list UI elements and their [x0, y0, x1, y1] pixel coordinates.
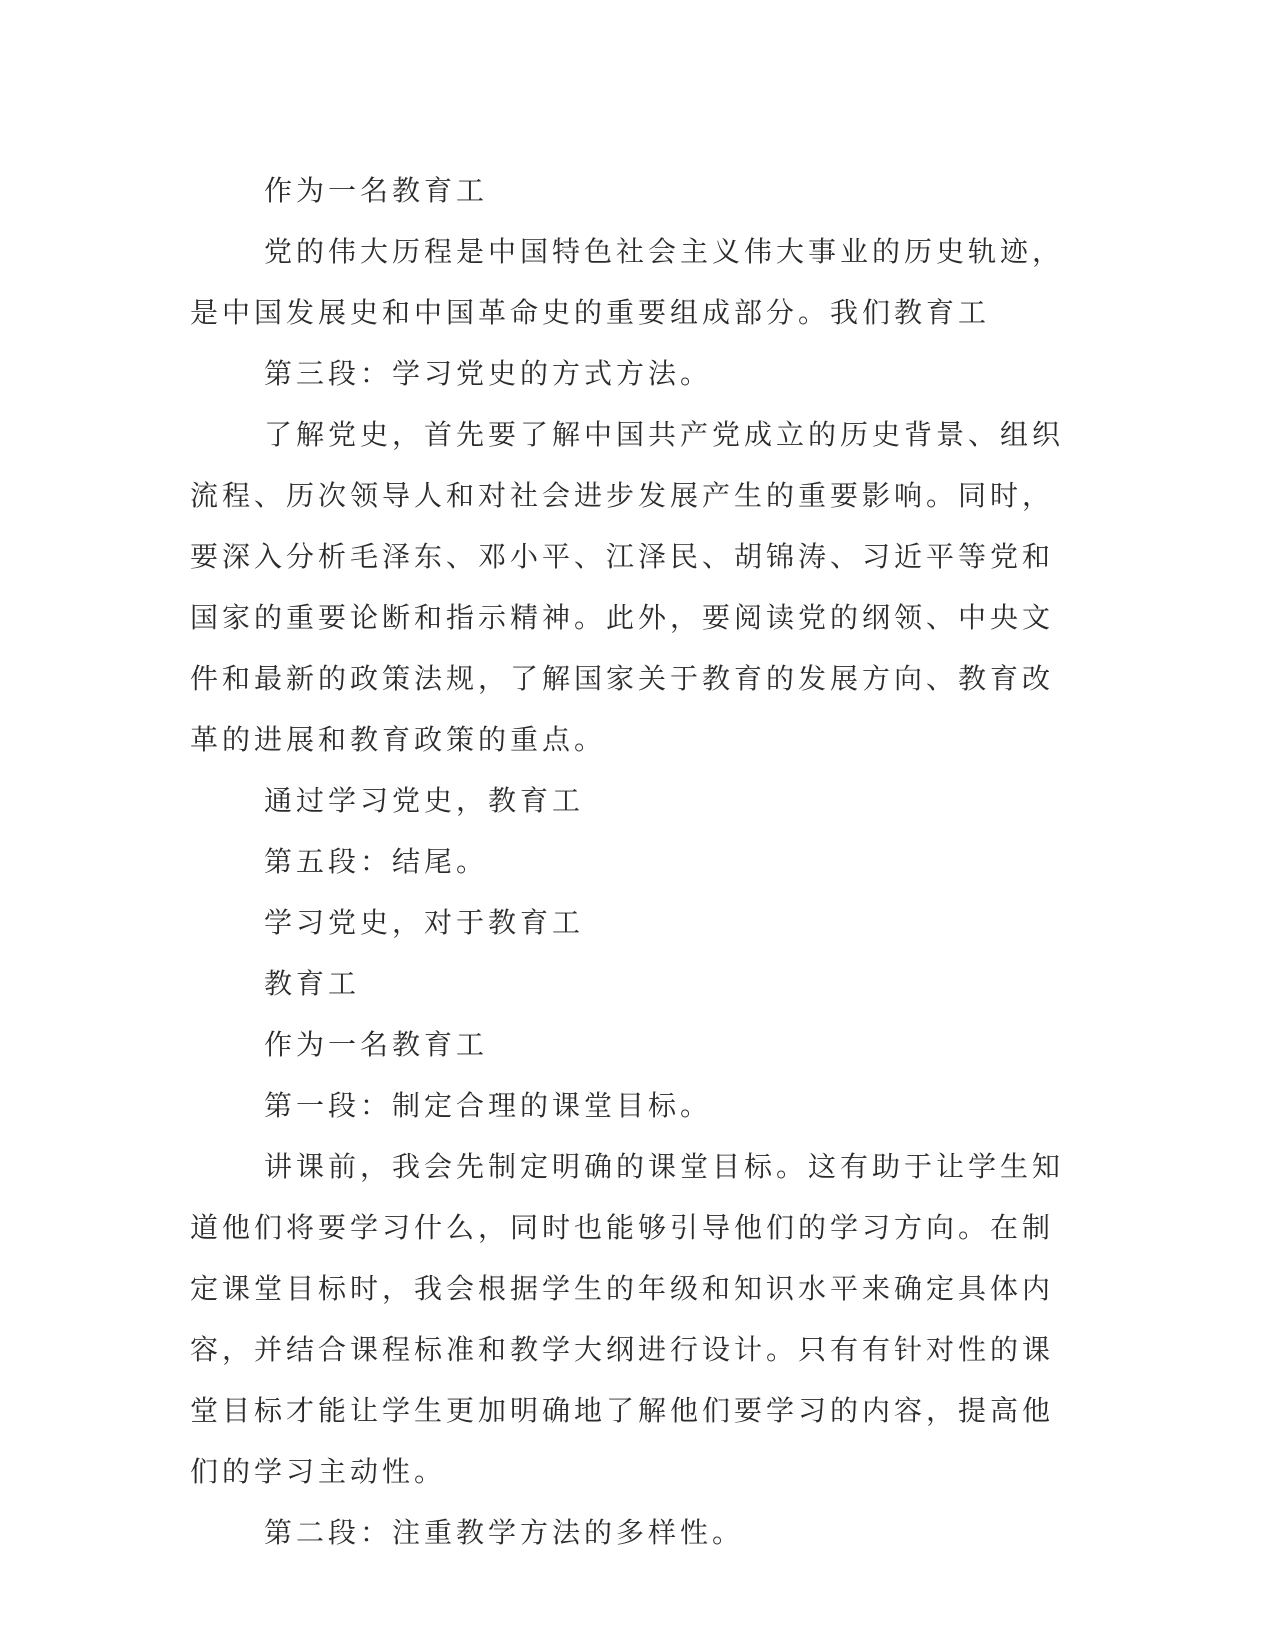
- paragraph: 讲课前，我会先制定明确的课堂目标。这有助于让学生知道他们将要学习什么，同时也能够引导他们的学习方向。在制定课堂目标时，我会根据学生的年级和知识水平来确定具体内容，并结合课程标准和教学大纲进行设计。只有有针对性的课堂目标才能让学生更加明确地了解他们要学习的内容，提高他们的学习主动性。: [190, 1150, 1065, 1488]
- paragraph: 学习党史，对于教育工: [264, 906, 585, 939]
- document-body: [190, 160, 1075, 1563]
- paragraph: 通过学习党史，教育工: [264, 784, 585, 817]
- paragraph: 第二段：注重教学方法的多样性。: [264, 1516, 745, 1549]
- paragraph: 第三段：学习党史的方式方法。: [264, 357, 713, 390]
- paragraph: 作为一名教育工: [264, 1028, 489, 1061]
- paragraph: 教育工: [264, 967, 361, 1000]
- paragraph: 了解党史，首先要了解中国共产党成立的历史背景、组织流程、历次领导人和对社会进步发展产生的重要影响。同时，要深入分析毛泽东、邓小平、江泽民、胡锦涛、习近平等党和国家的重要论断和指示精神。此外，要阅读党的纲领、中央文件和最新的政策法规，了解国家关于教育的发展方向、教育改革的进展和教育政策的重点。: [190, 418, 1065, 756]
- paragraph: 第一段：制定合理的课堂目标。: [264, 1089, 713, 1122]
- paragraph: 党的伟大历程是中国特色社会主义伟大事业的历史轨迹，是中国发展史和中国革命史的重要组成部分。我们教育工: [190, 235, 1065, 329]
- paragraph: 作为一名教育工: [264, 174, 489, 207]
- paragraph: 第五段：结尾。: [264, 845, 489, 878]
